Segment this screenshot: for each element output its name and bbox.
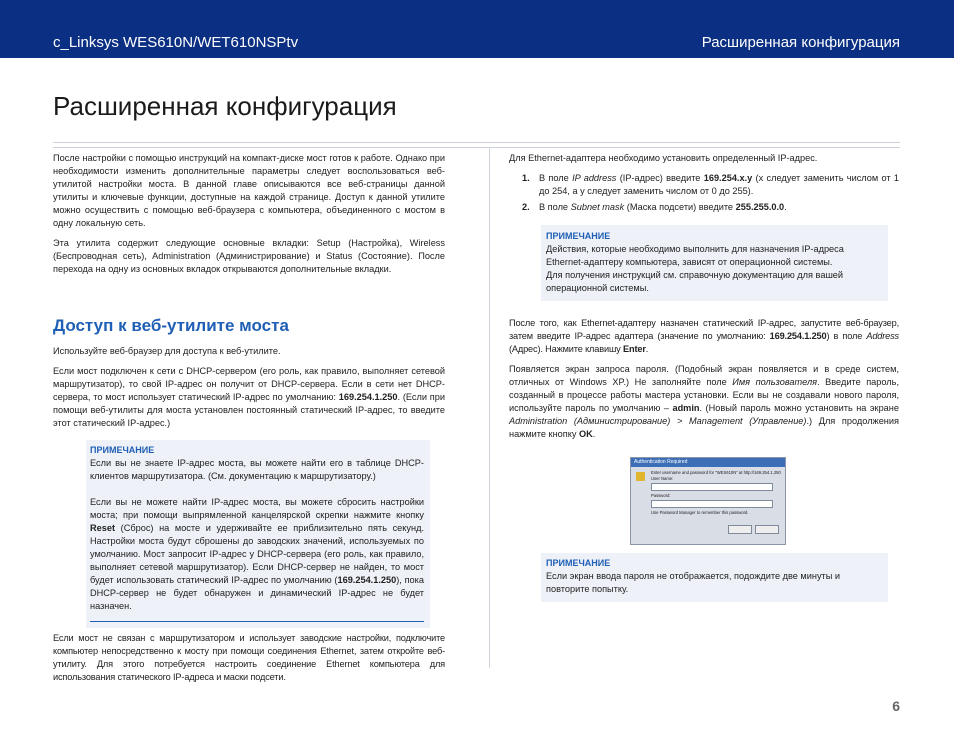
right-paragraph-2: После того, как Ethernet-адаптеру назначен статический IP-адрес, запустите веб-браузер, затем введите IP-адрес адаптера (значение по умолчанию: 169.254.1.250) в поле Address (Адрес). Нажмите клавишу Enter. [509, 318, 899, 354]
note-paragraph-1: Действия, которые необходимо выполнить для назначения IP-адреса Ethernet-адаптеру компьютера, зависят от операционной системы. [546, 244, 844, 267]
right-paragraph-1: Для Ethernet-адаптера необходимо установить определенный IP-адрес. [509, 153, 818, 163]
dialog-prompt: Enter username and password for "WES610N" at http://169.254.1.250 [651, 470, 781, 475]
auth-dialog-screenshot [630, 457, 786, 545]
note-title: ПРИМЕЧАНИЕ [90, 445, 155, 455]
title-rule-2 [53, 147, 900, 148]
intro-paragraph-2: Эта утилита содержит следующие основные вкладки: Setup (Настройка), Wireless (Беспроводная сеть), Administration (Администрирование) и Status (Состояние). После перехода на одну из основных вкладок открываются дополнительные вкладки. [53, 238, 445, 274]
header-product: c_Linksys WES610N/WET610NSPtv [53, 34, 299, 51]
note-title: ПРИМЕЧАНИЕ [546, 231, 611, 241]
dialog-user-label: User Name: [651, 476, 674, 481]
steps-list [509, 172, 899, 214]
warning-icon [636, 472, 645, 481]
right-mid [509, 317, 899, 356]
page-number: 6 [892, 698, 900, 714]
intro-paragraph-1: После настройки с помощью инструкций на компакт-диске мост готов к работе. Однако при необходимости изменить дополнительные параметры следует воспользоваться веб-утилитой настройки моста. В данной главе описываются все веб-страницы данной утилиты и ключевые функции, доступные на каждой странице. Доступ к данной утилите можно осуществить с помощью веб-браузера с компьютера, объединенного с мостом в одну локальную сеть. [53, 153, 445, 228]
left-access [53, 345, 445, 430]
dialog-pass-field [651, 500, 773, 508]
dialog-buttons [725, 521, 779, 539]
ok-button [728, 525, 752, 534]
right-p3 [509, 363, 899, 441]
note-box-right-2 [541, 553, 888, 602]
dialog-user-field [651, 483, 773, 491]
note-paragraph-2: Для получения инструкций см. справочную документацию для вашей операционной системы. [546, 270, 844, 293]
section-heading: Доступ к веб-утилите моста [53, 316, 289, 335]
note-paragraph-1: Если экран ввода пароля не отображается, подождите две минуты и повторите попытку. [546, 571, 841, 594]
step-1: 1. В поле IP address (IP-адрес) введите 169.254.x.y (x следует заменить числом от 1 до 254, а y следует заменить числом от 0 до 255). [522, 173, 899, 196]
note-underline [90, 621, 424, 622]
left-intro [53, 152, 445, 276]
step-2: 2. В поле Subnet mask (Маска подсети) введите 255.255.0.0. [522, 202, 787, 212]
dialog-titlebar: Authentication Required [631, 458, 785, 467]
note-box-right-1 [541, 225, 888, 301]
dialog-body [631, 467, 785, 519]
page-title: Расширенная конфигурация [53, 91, 397, 121]
header-section: Расширенная конфигурация [701, 34, 900, 51]
column-divider [489, 148, 490, 668]
dialog-pass-label: Password: [651, 493, 671, 498]
right-paragraph-3: Появляется экран запроса пароля. (Подобный экран появляется и в среде систем, отличных от Windows XP.) Не заполняйте поле Имя пользователя. Введите пароль, созданный в процессе работы мастера установки. Если вы не создавали нового пароля, используйте пароль по умолчанию – admin. (Новый пароль можно установить на экране Administration (Администрирование) > Management (Управление).) Для продолжения нажмите кнопку OK. [509, 364, 899, 439]
dialog-remember: Use Password Manager to remember this password. [651, 510, 749, 515]
note-paragraph-2: Если вы не можете найти IP-адрес моста, вы можете сбросить настройки моста; при помощи выпрямленной канцелярской скрепки нажмите кнопку Reset (Сброс) на мосте и удерживайте ее приблизительно пять секунд. Настройки моста будут сброшены до заводских значений, используемых по умолчанию. Мост запросит IP-адрес у DHCP-сервера (его роль, как правило, выполняет сетевой маршрутизатор). Если DHCP-сервер не найден, то мост будет использовать статический IP-адрес по умолчанию (169.254.1.250), пока DHCP-сервер не будет обнаружен и динамический IP-адрес не будет назначен. [90, 497, 424, 611]
note-title: ПРИМЕЧАНИЕ [546, 558, 611, 568]
access-paragraph-1: Используйте веб-браузер для доступа к веб-утилите. [53, 346, 281, 356]
right-top [509, 152, 899, 217]
bottom-paragraph: Если мост не связан с маршрутизатором и использует заводские настройки, подключите компьютер непосредственно к мосту при помощи соединения Ethernet, затем откройте веб-утилиту. Для этого потребуется настроить соединение Ethernet компьютера для использования статического IP-адреса и маски подсети. [53, 633, 445, 682]
note-paragraph-1: Если вы не знаете IP-адрес моста, вы можете найти его в таблице DHCP-клиентов маршрутизатора. (См. документацию к маршрутизатору.) [90, 458, 424, 481]
header-bar [0, 0, 954, 58]
cancel-button [755, 525, 779, 534]
title-rule-1 [53, 142, 900, 143]
access-paragraph-2: Если мост подключен к сети с DHCP-сервером (его роль, как правило, выполняет сетевой маршрутизатор), то свой IP-адрес он получит от DHCP-сервера. Если в сети нет DHCP-сервера, то мост использует статический IP-адрес по умолчанию: 169.254.1.250. (Если при помощи веб-утилиты для моста установлен постоянный статический IP-адрес, то введите этот статический IP-адрес.) [53, 366, 446, 428]
note-box-left [86, 440, 430, 628]
left-bottom [53, 632, 445, 684]
